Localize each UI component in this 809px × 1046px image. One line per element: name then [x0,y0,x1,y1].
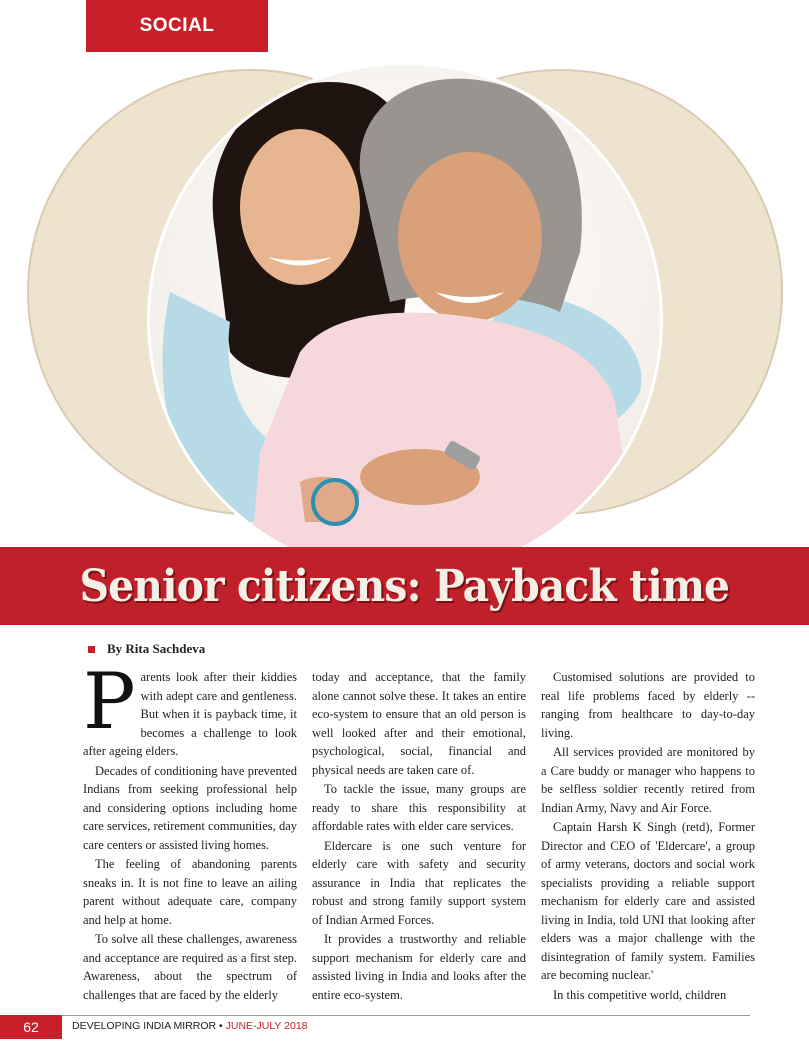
headline-band [0,547,809,625]
paragraph: today and acceptance, that the family alone cannot solve these. It takes an entire eco-system to ensure that an old person is well looked after and their emotional, psychological, social, financial and physical needs are taken care of. [312,670,526,777]
page-number-text: 62 [23,1019,39,1035]
article-column-3 [541,668,755,1005]
paragraph: All services provided are monitored by a Care buddy or manager who happens to be selfless soldier recently retired from Indian Army, Navy and Air Force. [541,745,755,815]
dropcap: P [83,657,136,747]
byline-bullet-icon [88,646,95,653]
hero-photo [0,52,809,548]
paragraph: To solve all these challenges, awareness and acceptance are required as a first step. Awareness, about the spectrum of challenges that are faced by the elderly [83,932,297,1002]
paragraph: In this competitive world, children [553,987,727,1002]
byline [88,641,205,657]
paragraph: Eldercare is one such venture for elderly care with safety and security assurance in India that replicates the robust and strong family support system of Indian Armed Forces. [312,838,526,927]
headline: Senior citizens: Payback time [79,560,730,612]
issue-date: JUNE-JULY 2018 [225,1020,308,1032]
footer-rule [62,1015,750,1016]
paragraph: To tackle the issue, many groups are ready to share this responsibility at affordable rates with elder care services. [312,782,526,833]
footer-separator: • [216,1020,226,1032]
paragraph: Decades of conditioning have prevented Indians from seeking professional help and considering options including home care services, retirement communities, day care centers or assisted living homes. [83,763,297,852]
paragraph: The feeling of abandoning parents sneaks in. It is not fine to leave an ailing parent without adequate care, company and help at home. [83,857,297,927]
byline-text: By Rita Sachdeva [107,641,206,656]
article-column-1 [83,657,297,1005]
paragraph: Captain Harsh K Singh (retd), Former Director and CEO of 'Eldercare', a group of army veterans, doctors and social work specialists providing a reliable support mechanism for elderly care and assisted living in India, told UNI that looking after elders was a major challenge with the disintegration of family system. Families are becoming nuclear.' [541,820,755,982]
paragraph: Parents look after their kiddies with adept care and gentleness. But when it is payback time, it becomes a challenge to look after ageing elders. [83,657,297,758]
paragraph: Customised solutions are provided to real life problems faced by elderly -- ranging from healthcare to day-to-day living. [541,670,755,740]
publication-name: DEVELOPING INDIA MIRROR [72,1020,217,1032]
section-tab [86,0,268,52]
article-column-2 [312,668,526,1005]
section-label: SOCIAL [139,15,215,36]
footer-text [72,1020,308,1032]
page-number [0,1015,62,1039]
paragraph: It provides a trustworthy and reliable support mechanism for elderly care and assisted living in India and looks after the entire eco-system. [312,932,526,1002]
